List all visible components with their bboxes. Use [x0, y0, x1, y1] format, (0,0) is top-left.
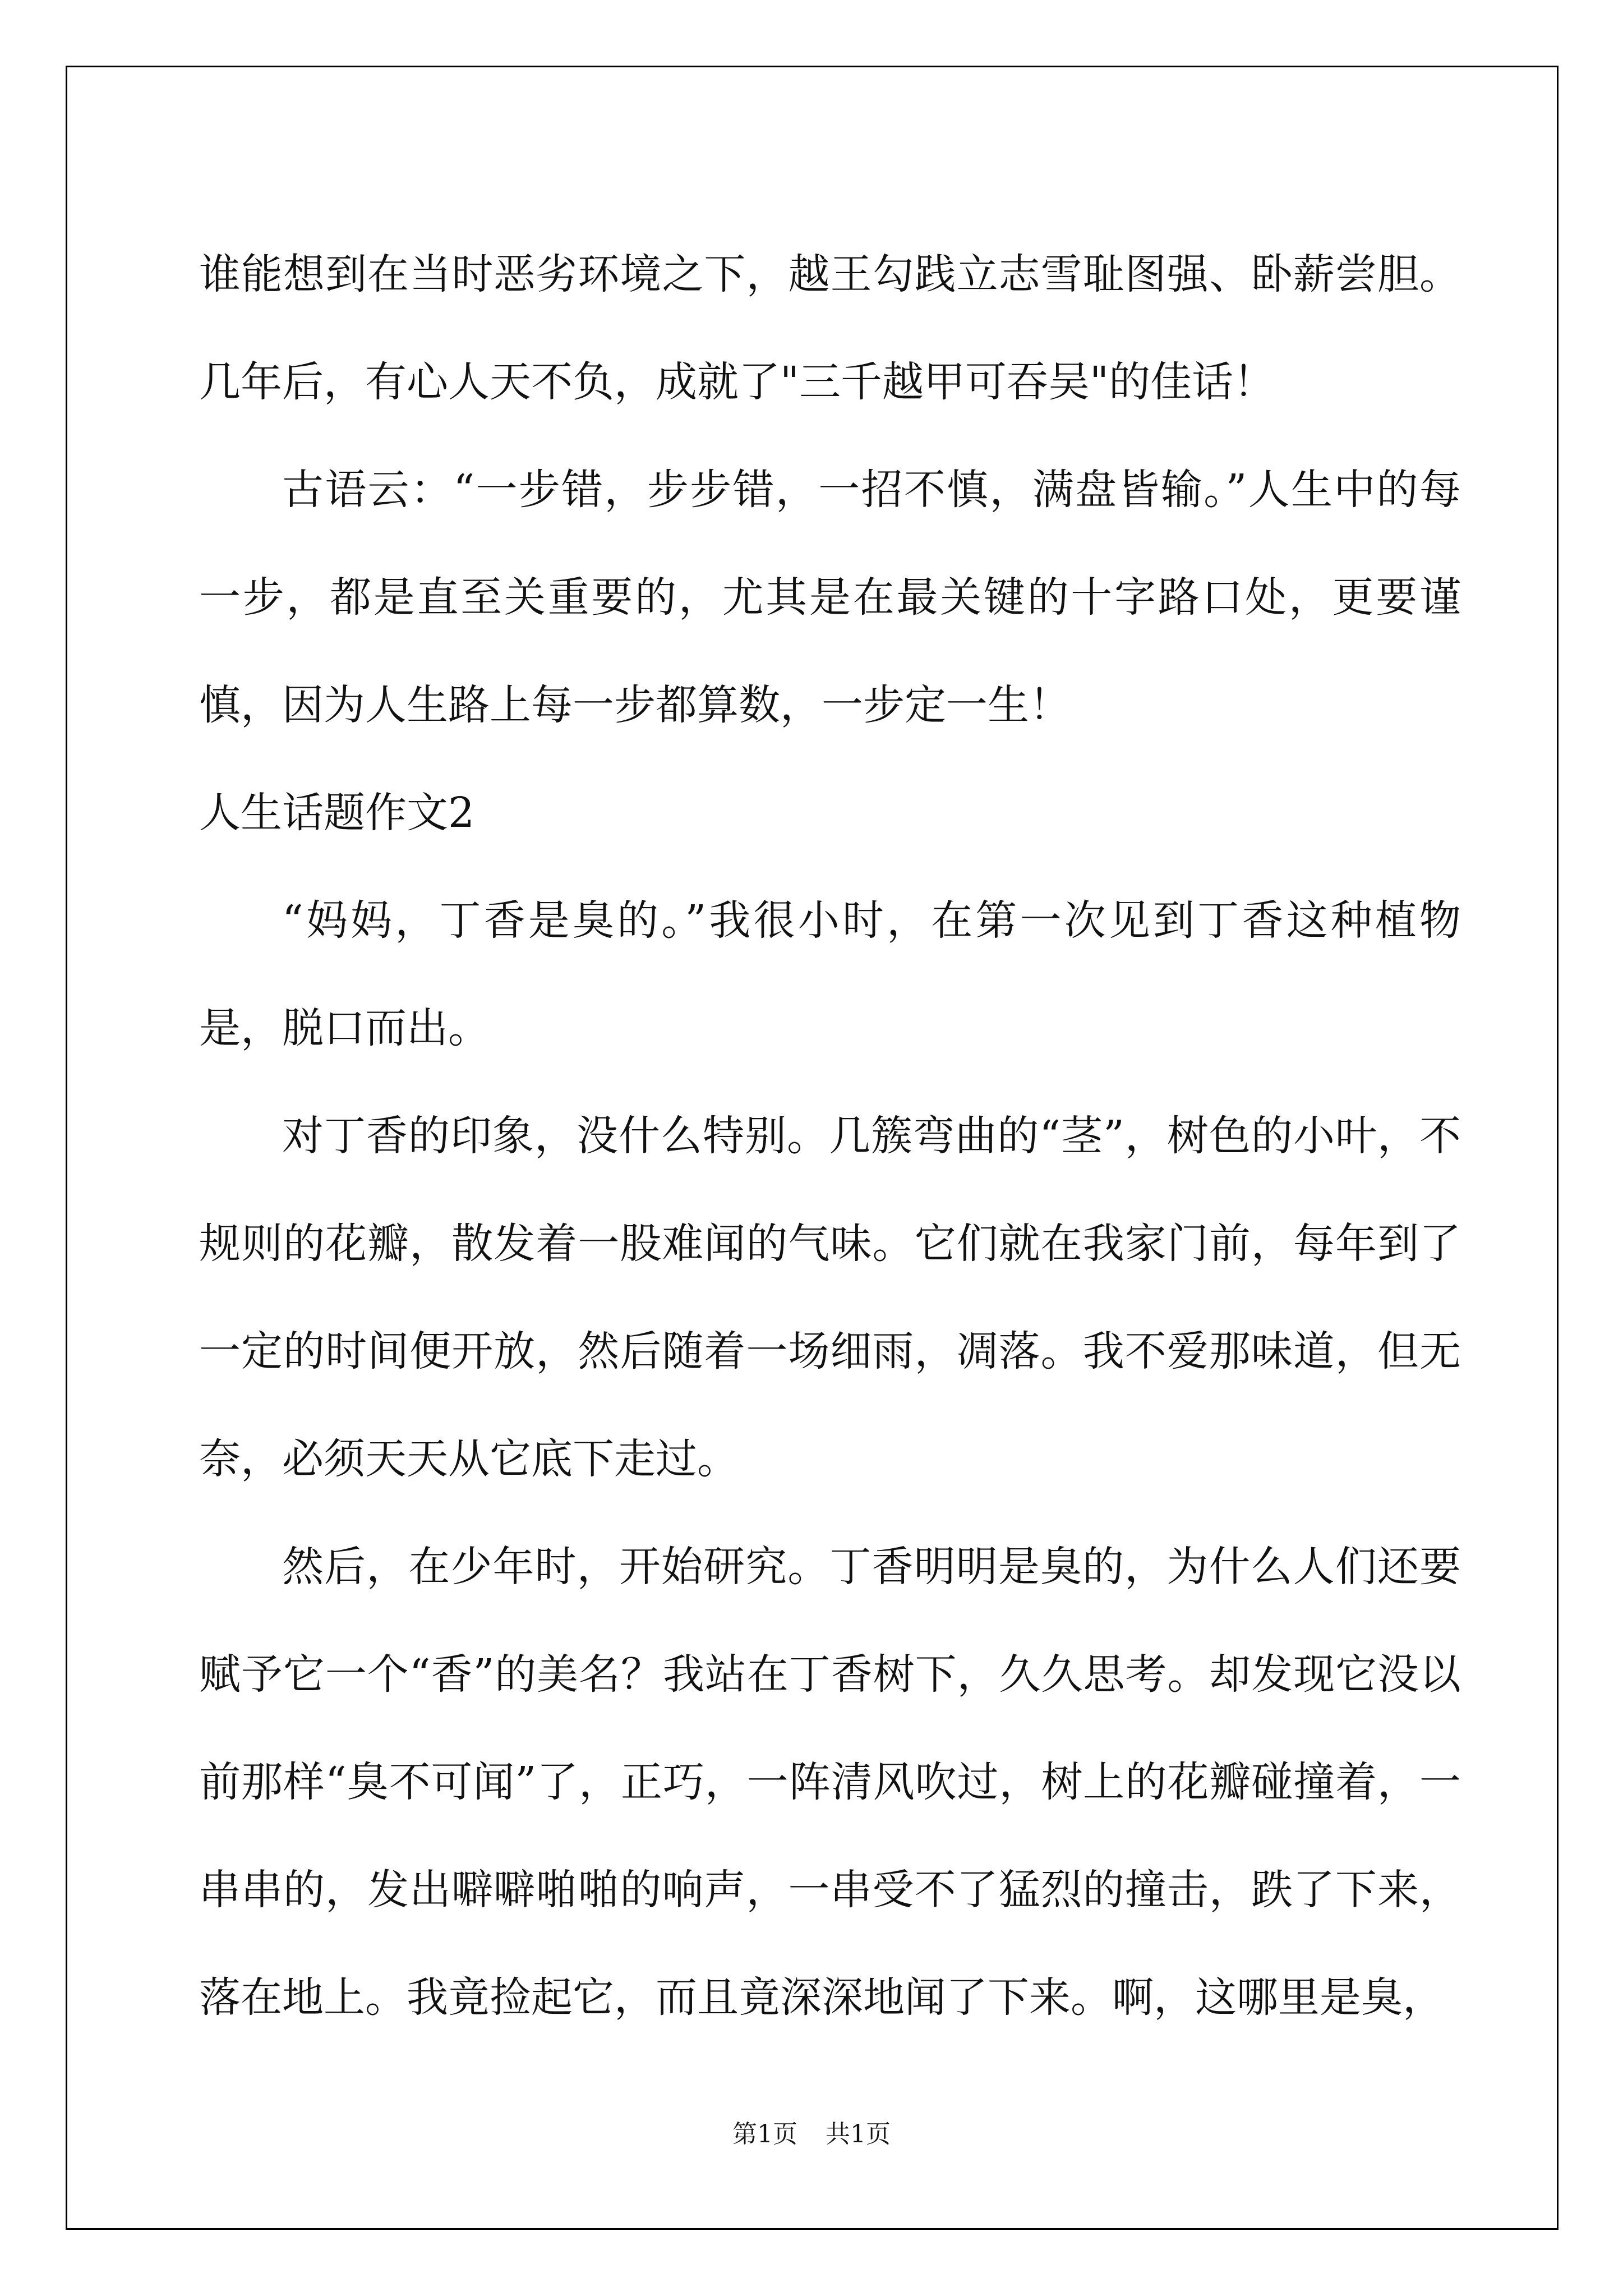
paragraph-2: 古语云：“一步错，步步错，一招不慎，满盘皆输。”人生中的每一步，都是直至关重要的，尤其是在最关键的十字路口处，更要谨慎，因为人生路上每一步都算数，一步定一生！ [199, 466, 1461, 729]
paragraph-1: 谁能想到在当时恶劣环境之下，越王勾践立志雪耻图强、卧薪尝胆。几年后，有心人天不负，成就了"三千越甲可吞吴"的佳话！ [199, 250, 1461, 406]
page-footer [0, 2114, 1623, 2150]
paragraph-3: “妈妈，丁香是臭的。”我很小时，在第一次见到丁香这种植物是，脱口而出。 [199, 896, 1461, 1052]
section-title: 人生话题作文2 [199, 789, 475, 837]
paragraph-4: 对丁香的印象，没什么特别。几簇弯曲的“茎”，树色的小叶，不规则的花瓣，散发着一股难闻的气味。它们就在我家门前，每年到了一定的时间便开放，然后随着一场细雨，凋落。我不爱那味道，但无奈，必须天天从它底下走过。 [199, 1112, 1461, 1483]
page-total: 共1页 [826, 2120, 891, 2148]
document-body [199, 220, 1461, 2051]
page-number: 第1页 [732, 2120, 797, 2148]
paragraph-5: 然后，在少年时，开始研究。丁香明明是臭的，为什么人们还要赋予它一个“香”的美名？我站在丁香树下，久久思考。却发现它没以前那样“臭不可闻”了，正巧，一阵清风吹过，树上的花瓣碰撞着，一串串的，发出噼噼啪啪的响声，一串受不了猛烈的撞击，跌了下来，落在地上。我竟捡起它，而且竟深深地闻了下来。啊，这哪里是臭， [199, 1543, 1461, 2022]
